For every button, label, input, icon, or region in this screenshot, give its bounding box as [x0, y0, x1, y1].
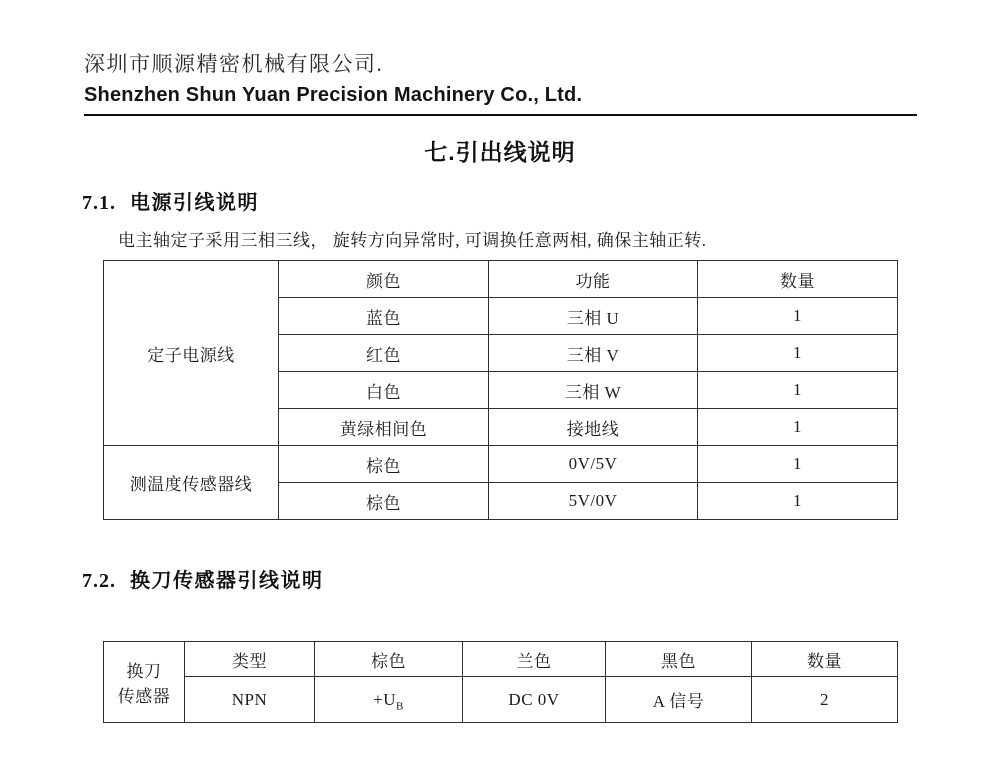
header-type: 类型: [185, 642, 315, 677]
power-lead-table: [103, 260, 898, 520]
cell-sensor-type: NPN: [185, 677, 315, 723]
header-divider: [84, 114, 917, 116]
page-title: 七.引出线说明: [424, 139, 576, 165]
cell-quantity: 1: [698, 372, 898, 409]
cell-color: 白色: [279, 372, 489, 409]
section-7-2-number: 7.2.: [82, 570, 116, 592]
table-row: [104, 261, 898, 298]
header-black: 黑色: [606, 642, 752, 677]
company-name-en: Shenzhen Shun Yuan Precision Machinery Co., Ltd.: [84, 84, 583, 106]
cell-color: 红色: [279, 335, 489, 372]
table-row: [104, 446, 898, 483]
group-label-temp-sensor: 测温度传感器线: [104, 446, 279, 520]
tool-sensor-table: [103, 641, 898, 723]
header-quantity: 数量: [752, 642, 898, 677]
header-color: 颜色: [279, 261, 489, 298]
cell-function: 接地线: [489, 409, 698, 446]
cell-color: 蓝色: [279, 298, 489, 335]
header-blue: 兰色: [463, 642, 606, 677]
header-quantity: 数量: [698, 261, 898, 298]
cell-color: 棕色: [279, 483, 489, 520]
cell-brown-value: [315, 677, 463, 723]
cell-color: 黄绿相间色: [279, 409, 489, 446]
cell-black-value: A 信号: [606, 677, 752, 723]
header-function: 功能: [489, 261, 698, 298]
ub-subscript: B: [396, 699, 404, 712]
section-7-1-number: 7.1.: [82, 192, 116, 214]
group-label-stator-power: 定子电源线: [104, 261, 279, 446]
cell-function: 5V/0V: [489, 483, 698, 520]
company-name-zh: 深圳市顺源精密机械有限公司.: [84, 52, 384, 76]
table-row: [104, 677, 898, 723]
ub-main: +U: [373, 689, 397, 709]
table-row: [104, 642, 898, 677]
power-intro-text: 电主轴定子采用三相三线， 旋转方向异常时, 可调换任意两相, 确保主轴正转.: [118, 231, 707, 250]
cell-function: 三相 V: [489, 335, 698, 372]
cell-quantity: 1: [698, 409, 898, 446]
cell-quantity: 1: [698, 335, 898, 372]
cell-color: 棕色: [279, 446, 489, 483]
group-label-tool-sensor: [104, 642, 185, 723]
cell-quantity: 1: [698, 446, 898, 483]
section-7-2-heading: [82, 564, 324, 593]
cell-quantity: 1: [698, 483, 898, 520]
cell-function: 0V/5V: [489, 446, 698, 483]
section-7-1-label: 电源引线说明: [130, 192, 259, 214]
section-7-2-label: 换刀传感器引线说明: [130, 570, 324, 592]
cell-function: 三相 U: [489, 298, 698, 335]
header-brown: 棕色: [315, 642, 463, 677]
cell-blue-value: DC 0V: [463, 677, 606, 723]
cell-function: 三相 W: [489, 372, 698, 409]
group-label-line1: 换刀: [126, 662, 162, 681]
group-label-line2: 传感器: [117, 687, 171, 706]
cell-quantity: 1: [698, 298, 898, 335]
section-7-1-heading: [82, 186, 259, 215]
cell-sensor-quantity: 2: [752, 677, 898, 723]
